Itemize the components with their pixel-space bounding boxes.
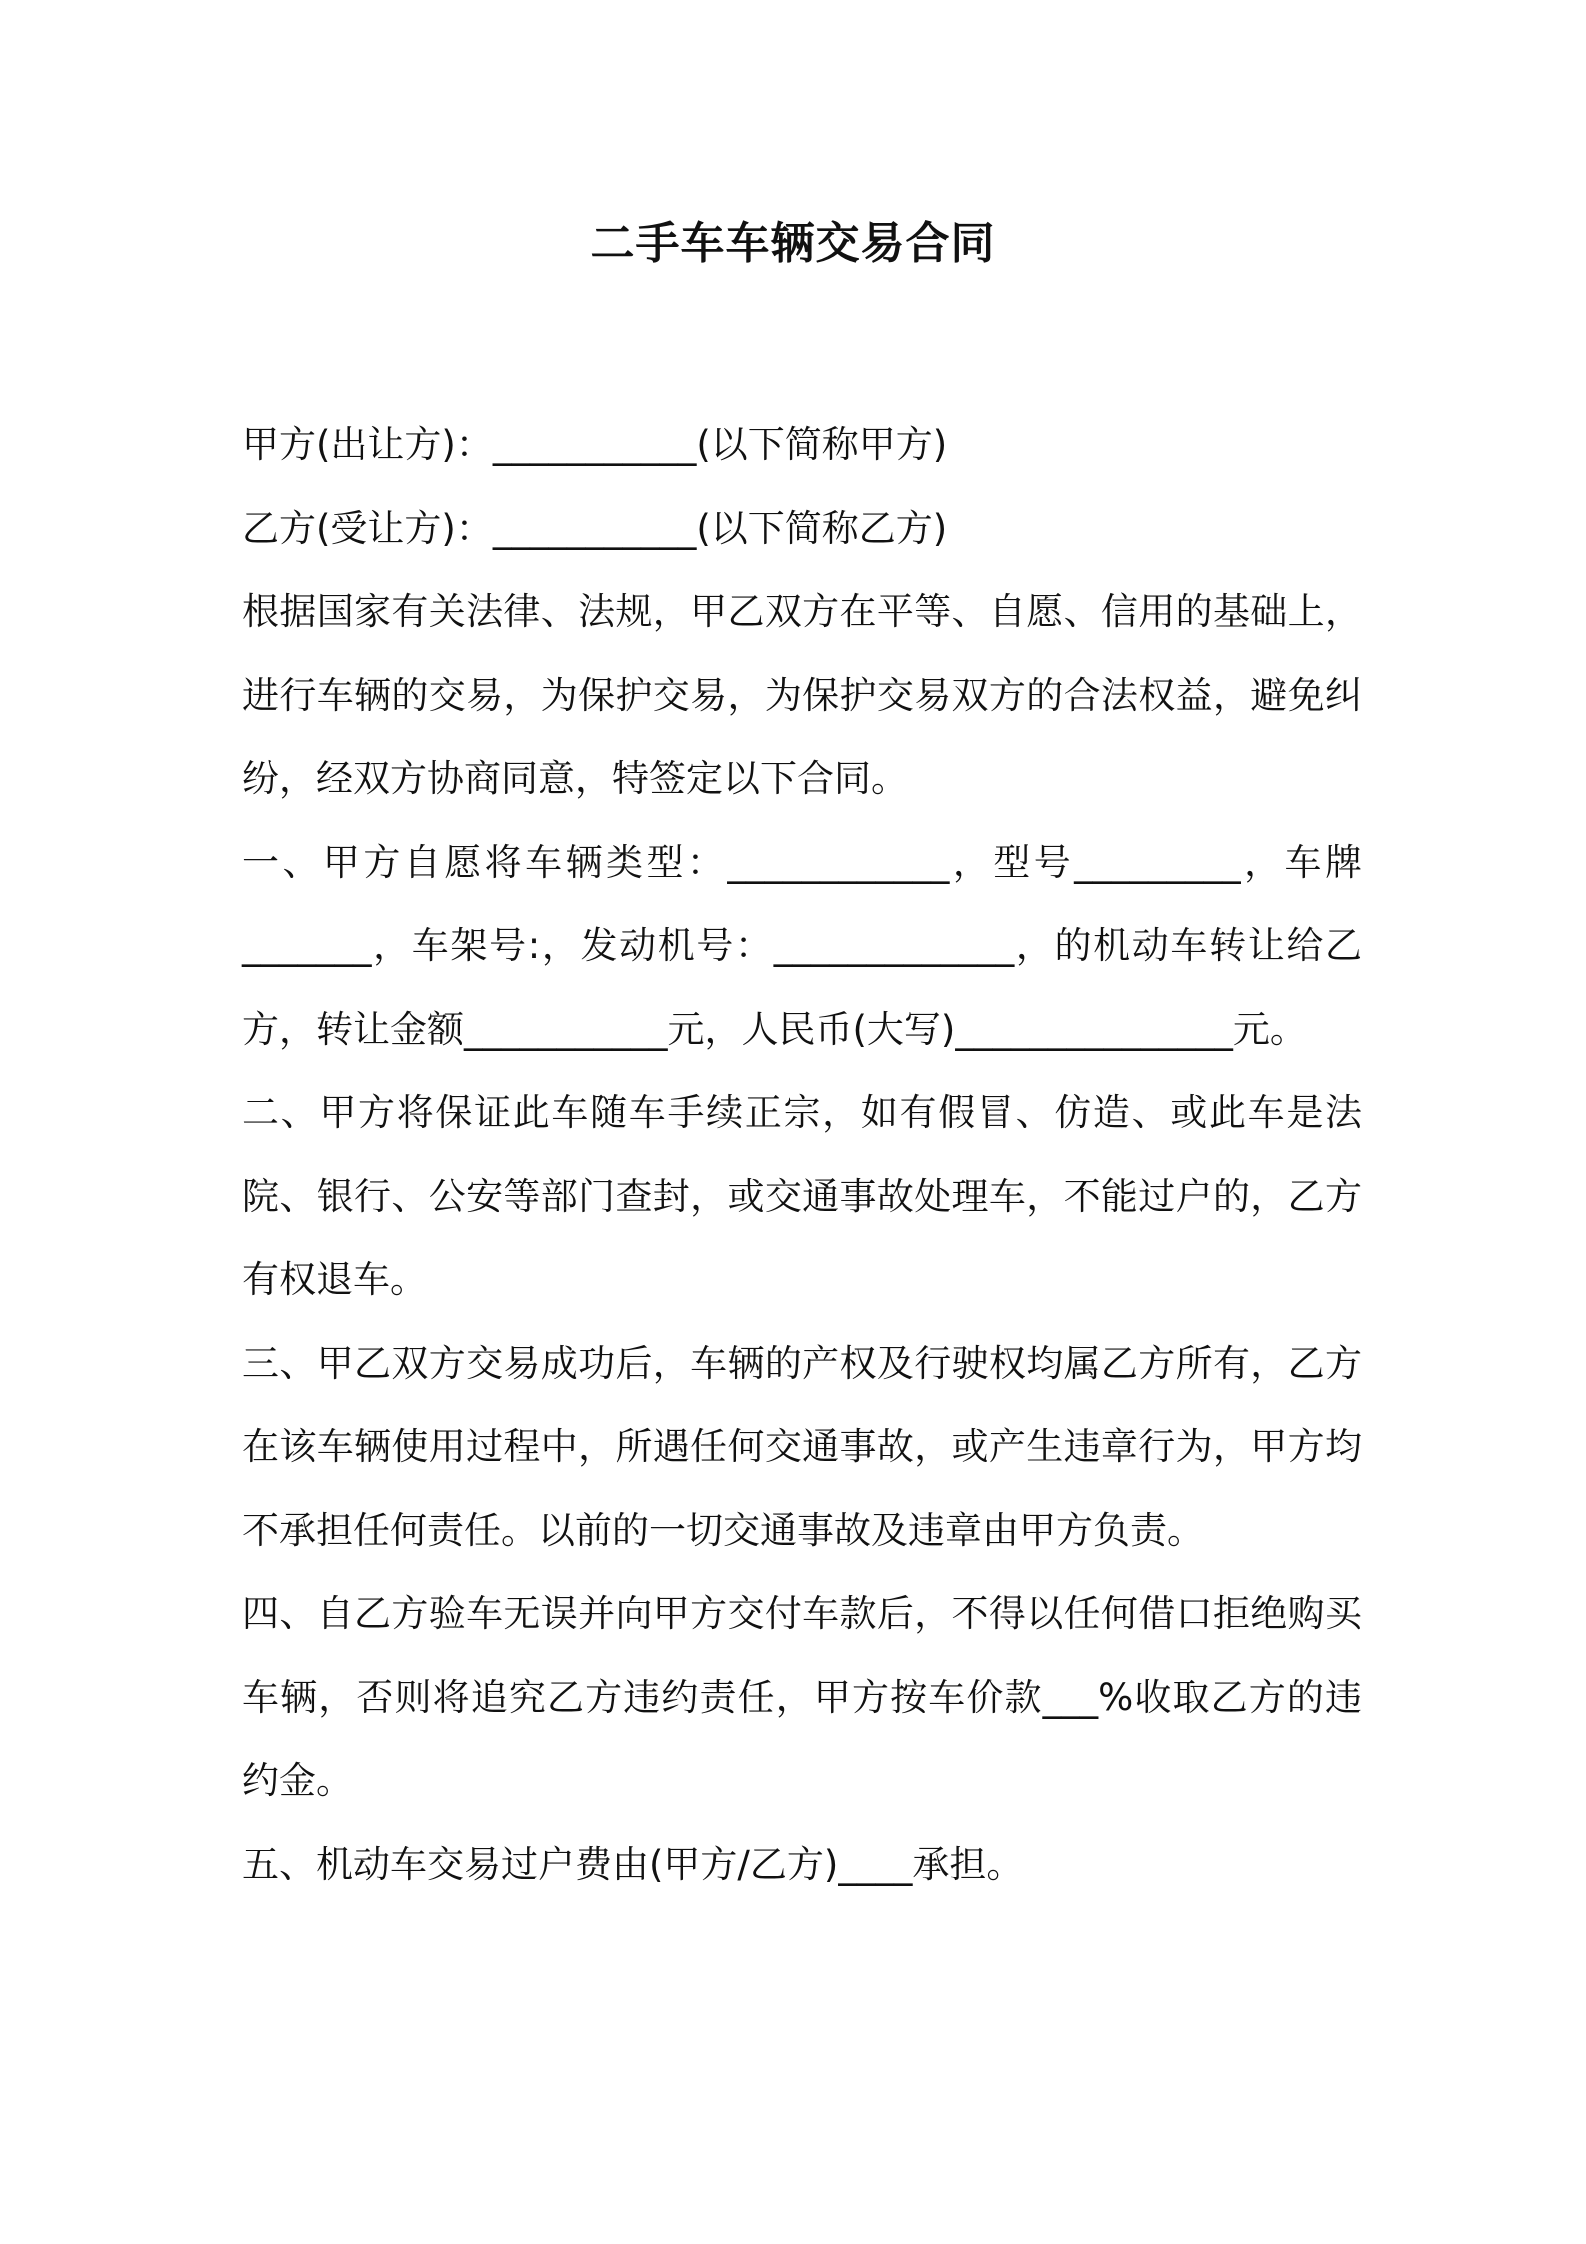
clause-3: 三、甲乙双方交易成功后，车辆的产权及行驶权均属乙方所有，乙方在该车辆使用过程中，所遇任何交通事故，或产生违章行为，甲方均不承担任何责任。以前的一切交通事故及违章由甲方负责。 (242, 1341, 1362, 1552)
clause-4: 四、自乙方验车无误并向甲方交付车款后，不得以任何借口拒绝购买车辆，否则将追究乙方违约责任，甲方按车价款___%收取乙方的违约金。 (242, 1592, 1362, 1802)
preamble-paragraph: 根据国家有关法律、法规，甲乙双方在平等、自愿、信用的基础上，进行车辆的交易，为保护交易，为保护交易双方的合法权益，避免纠纷，经双方协商同意，特签定以下合同。 (242, 590, 1362, 800)
document-title: 二手车车辆交易合同 (590, 218, 996, 269)
party-a-line: 甲方(出让方)：___________(以下简称甲方) (242, 423, 948, 466)
clause-2: 二、甲方将保证此车随车手续正宗，如有假冒、仿造、或此车是法院、银行、公安等部门查封，或交通事故处理车，不能过户的，乙方有权退车。 (242, 1091, 1362, 1301)
clause-1: 一、甲方自愿将车辆类型：____________，型号_________，车牌_______，车架号:，发动机号：_____________，的机动车转让给乙方，转让金额___________元，人民币(大写)_______________元。 (242, 840, 1362, 1051)
clause-5: 五、机动车交易过户费由(甲方/乙方)____承担。 (242, 1842, 1024, 1886)
document-body (242, 403, 1362, 1906)
party-b-line: 乙方(受让方)：___________(以下简称乙方) (242, 506, 948, 550)
